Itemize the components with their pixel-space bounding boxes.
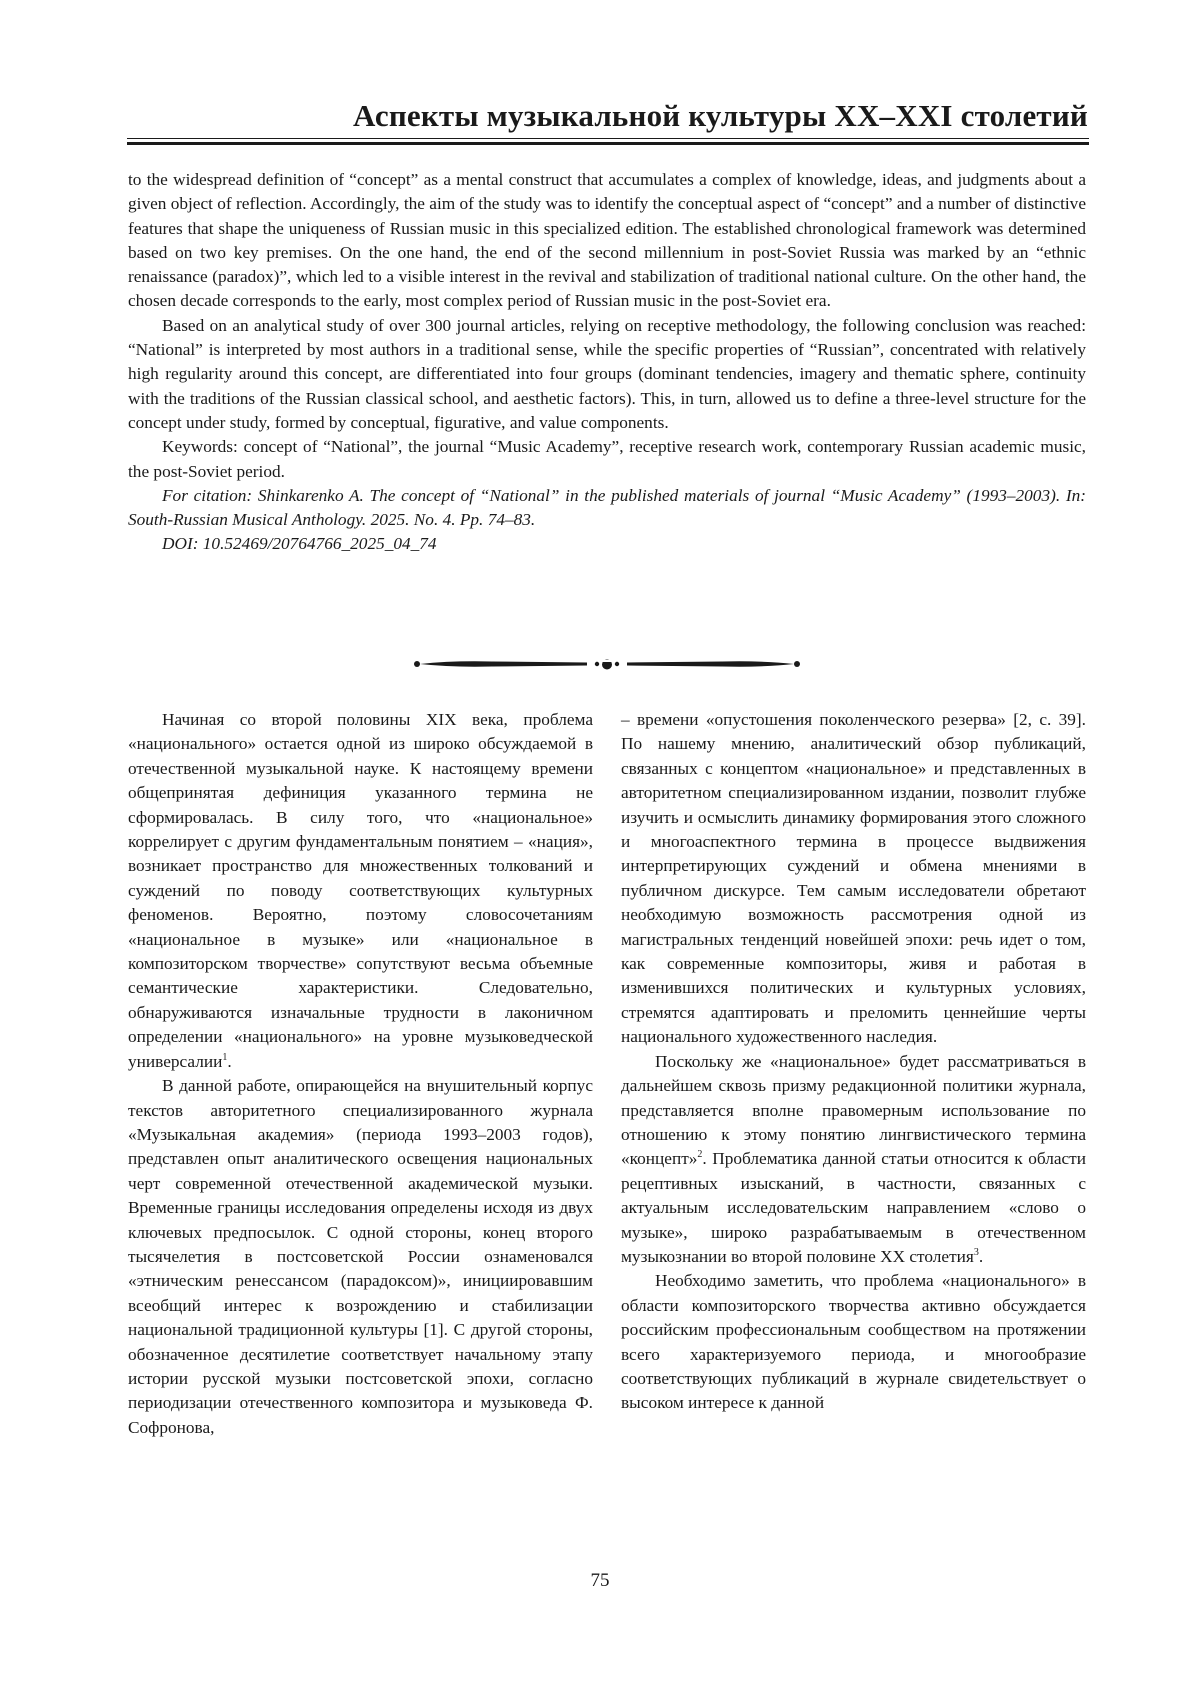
abstract-paragraph: Based on an analytical study of over 300 journal articles, relying on receptive methodology, the following conclusion was reached: “National” is interpreted by most authors in a traditional sense, while the specific properties of “Russian”, concentrated with relatively high regularity around this concept, are differentiated into four groups (dominant tendencies, imagery and thematic sphere, continuity with the traditions of the Russian classical school, and aesthetic factors). This, in turn, allowed us to define a three-level structure for the concept under study, formed by conceptual, figurative, and value components.	[128, 315, 1086, 432]
keywords: Keywords: concept of “National”, the journal “Music Academy”, receptive research work, contemporary Russian academic music, the post-Soviet period.	[128, 437, 1086, 481]
body-paragraph: – времени «опустошения поколенческого резерва» [2, с. 39]. По нашему мнению, аналитический обзор публикаций, связанных с концептом «национальное» и представленных в авторитетном специализированном издании, позволит глубже изучить и осмыслить динамику формирования этого сложного и многоаспектного термина в процессе выдвижения интерпретирующих суждений и обмена мнениями в публичном дискурсе. Тем самым исследователи обретают необходимую возможность рассмотрения одной из магистральных тенденций новейшей эпохи: речь идет о том, как современные композиторы, живя и работая в изменившихся политических и культурных условиях, стремятся адаптировать и преломить ценнейшие черты национального художественного наследия.	[621, 710, 1086, 1047]
right-column	[621, 708, 1086, 1440]
paragraph-text: Поскольку же «национальное» будет рассматриваться в дальнейшем сквозь призму редакционной политики журнала, представляется вполне правомерным использование по отношению к этому понятию лингвистического термина «концепт»	[621, 1051, 1086, 1169]
header-rule-thin	[127, 138, 1089, 139]
header-rule-thick	[127, 142, 1089, 145]
two-column-body	[128, 708, 1086, 1440]
body-paragraph: Необходимо заметить, что проблема «национального» в области композиторского творчества активно обсуждается российским профессиональным сообществом на протяжении всего характеризуемого периода, и многообразие соответствующих публикаций в журнале свидетельствует о высоком интересе к данной	[621, 1271, 1086, 1413]
english-abstract	[128, 168, 1086, 557]
doi: DOI: 10.52469/20764766_2025_04_74	[162, 534, 437, 554]
footnote-ref: 1	[222, 1051, 228, 1063]
body-paragraph	[621, 1050, 1086, 1270]
footnote-ref: 2	[697, 1149, 703, 1161]
citation: For citation: Shinkarenko A. The concept of “National” in the published materials of journal “Music Academy” (1993–2003). In: South-Russian Musical Anthology. 2025. No. 4. Pp. 74–83.	[128, 485, 1086, 530]
abstract-paragraph: to the widespread definition of “concept” as a mental construct that accumulates a complex of knowledge, ideas, and judgments about a given object of reflection. Accordingly, the aim of the study was to identify the conceptual aspect of “concept” and a number of distinctive features that shape the uniqueness of Russian music in this specialized edition. The established chronological framework was determined based on two key premises. On the one hand, the end of the second millennium in post-Soviet Russia was marked by an “ethnic renaissance (paradox)”, which led to a visible interest in the revival and stabilization of traditional national culture. On the other hand, the chosen decade corresponds to the early, most complex period of Russian music in the post-Soviet era.	[128, 170, 1086, 311]
paragraph-text-end: .	[227, 1051, 232, 1071]
divider-ornament-right	[615, 661, 800, 667]
ornamental-divider	[412, 657, 802, 671]
divider-ornament-center	[601, 660, 613, 670]
footnote-ref: 3	[973, 1247, 979, 1259]
divider-ornament-left	[414, 661, 599, 667]
running-header: Аспекты музыкальной культуры XX–XXI столетий	[353, 98, 1088, 133]
left-column	[128, 708, 593, 1440]
paragraph-text-end: .	[978, 1246, 984, 1266]
paragraph-text: . Проблематика данной статьи относится к области рецептивных изысканий, в частности, связанных с актуальным исследовательским направлением «слово о музыке», широко разрабатываемым в отечественном музыкознании во второй половине XX столетия	[621, 1149, 1086, 1266]
paragraph-text: Начиная со второй половины XIX века, проблема «национального» остается одной из широко обсуждаемой в отечественной музыкальной науке. К настоящему времени общепринятая дефиниция указанного термина не сформировалась. В силу того, что «национальное» коррелирует с другим фундаментальным понятием – «нация», возникает пространство для множественных толкований и суждений по поводу соответствующих культурных феноменов. Вероятно, поэтому словосочетаниям «национальное в музыке» или «национальное в композиторском творчестве» сопутствуют весьма объемные семантические характеристики. Следовательно, обнаруживаются изначальные трудности в лаконичном определении «национального» на уровне музыковедческой универсалии	[128, 710, 593, 1071]
body-paragraph: В данной работе, опирающейся на внушительный корпус текстов авторитетного специализированного журнала «Музыкальная академия» (периода 1993–2003 годов), представлен опыт аналитического освещения национальных черт современной отечественной академической музыки. Временные границы исследования определены исходя из двух ключевых предпосылок. С одной стороны, конец второго тысячелетия в постсоветской России ознаменовался «этническим ренессансом (парадоксом)», инициировавшим всеобщий интерес к возрождению и стабилизации национальной традиционной культуры [1]. С другой стороны, обозначенное десятилетие соответствует начальному этапу истории русской музыки постсоветской эпохи, согласно периодизации отечественного композитора и музыковеда Ф. Софронова,	[128, 1076, 593, 1437]
body-paragraph	[128, 708, 593, 1074]
page-number: 75	[590, 1570, 610, 1591]
